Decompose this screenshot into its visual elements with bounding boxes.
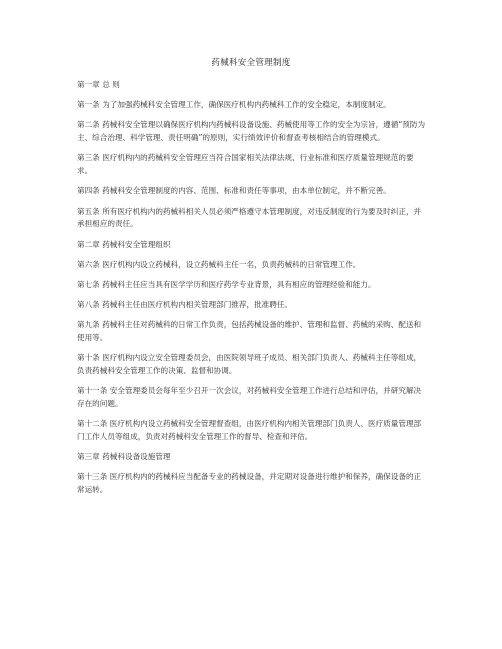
chapter-heading: 第三章 药械科设备设施管理 [77, 452, 171, 462]
paragraph: 第四条 药械科安全管理制度的内容、范围、标准和责任等事项，由本单位制定，并不断完善。 [77, 186, 391, 196]
document-title: 药械科安全管理制度 [211, 58, 291, 68]
paragraph: 第八条 药械科主任由医疗机构内相关管理部门推荐，批准聘任。 [77, 300, 293, 310]
paragraph: 第七条 药械科主任应当具有医学学历和医疗药学专业背景，具有相应的管理经验和能力。 [77, 279, 376, 289]
chapter-heading: 第一章 总 则 [77, 80, 120, 89]
chapter-heading: 第二章 药械科安全管理组织 [77, 239, 171, 249]
paragraph: 第六条 医疗机构内设立药械科，设立药械科主任一名，负责药械科的日常管理工作。 [77, 259, 361, 269]
document-body [77, 79, 427, 504]
paragraph: 第一条 为了加强药械科安全管理工作，确保医疗机构内药械科工作的安全稳定，本制度制定。 [77, 100, 391, 110]
paragraph: 第十三条 医疗机构内的药械科应当配备专业的药械设备，并定期对设备进行维护和保养，确保设备的正常运转。 [77, 472, 422, 495]
paragraph: 第三条 医疗机构内的药械科安全管理应当符合国家相关法律法规、行业标准和医疗质量管理规范的要求。 [77, 153, 414, 176]
paragraph: 第九条 药械科主任对药械科的日常工作负责，包括药械设备的维护、管理和监督、药械的采购、配送和使用等。 [77, 320, 422, 343]
paragraph: 第十条 医疗机构内设立安全管理委员会，由医院领导班子成员、相关部门负责人、药械科主任等组成，负责药械科安全管理工作的决策、监督和协调。 [77, 353, 422, 376]
paragraph: 第十二条 医疗机构内设立药械科安全管理督查组，由医疗机构内相关管理部门负责人、医疗质量管理部门工作人员等组成，负责对药械科安全管理工作的督导、检查和评估。 [77, 419, 422, 442]
paragraph: 第十一条 安全管理委员会每年至少召开一次会议，对药械科安全管理工作进行总结和评估，并研究解决存在的问题。 [77, 386, 422, 409]
paragraph: 第五条 所有医疗机构内的药械科相关人员必须严格遵守本管理制度，对违反制度的行为要及时纠正，并承担相应的责任。 [77, 206, 422, 229]
paragraph: 第二条 药械科安全管理以确保医疗机构内药械科设备设施、药械使用等工作的安全为宗旨，遵循“预防为主、综合治理、科学管理、责任明确”的原则，实行绩效评价和督查考核相结合的管理模式。 [77, 120, 426, 143]
